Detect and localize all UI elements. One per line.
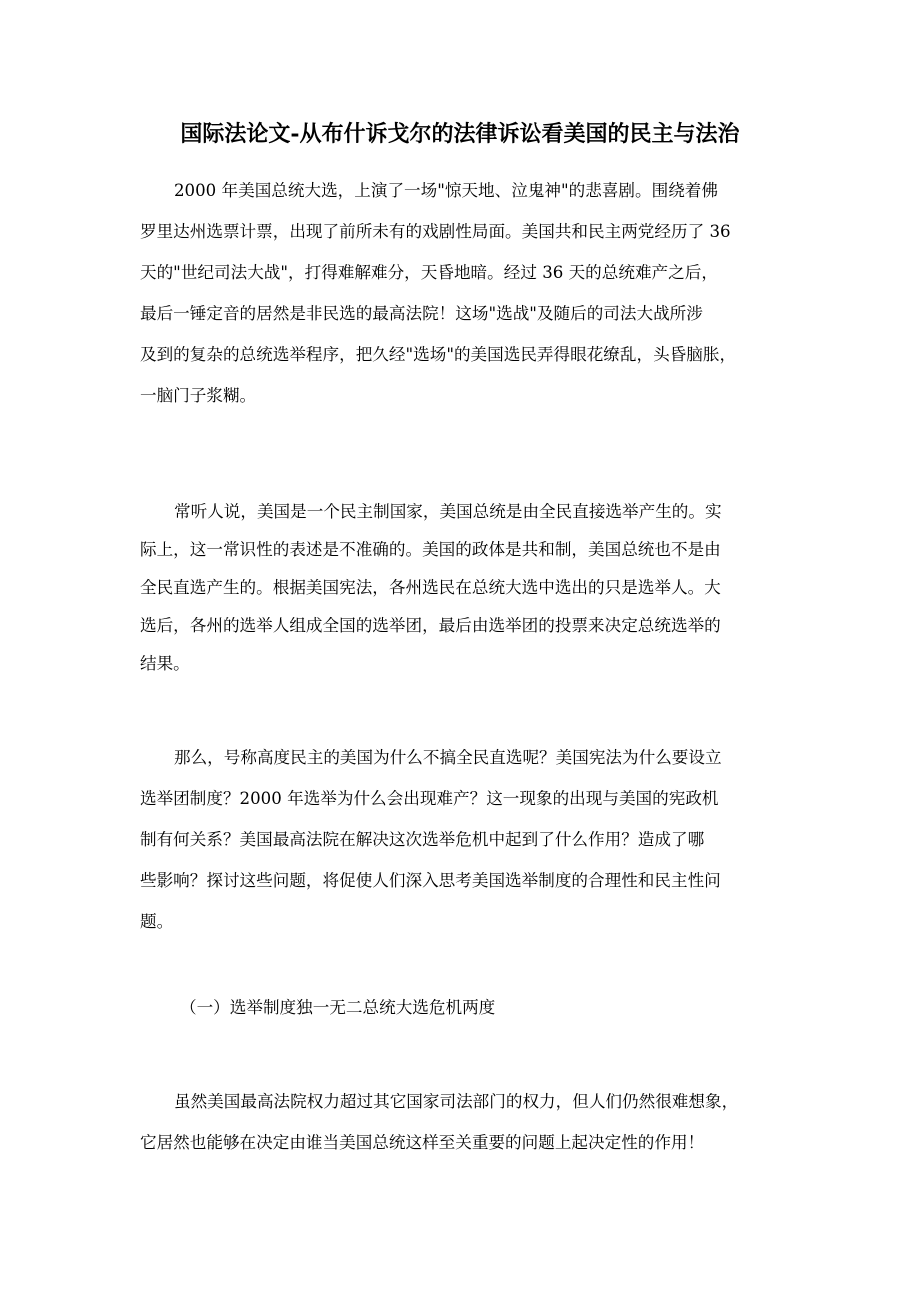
paragraph-line: 些影响？探讨这些问题，将促使人们深入思考美国选举制度的合理性和民主性问 — [140, 871, 721, 890]
paragraph-line: 常听人说，美国是一个民主制国家，美国总统是由全民直接选举产生的。实 — [174, 502, 722, 521]
paragraph-3 — [140, 737, 786, 942]
document-title: 国际法论文-从布什诉戈尔的法律诉讼看美国的民主与法治 — [180, 121, 740, 147]
section-heading: （一）选举制度独一无二总统大选危机两度 — [180, 998, 496, 1017]
paragraph-1 — [140, 170, 786, 416]
paragraph-line: 最后一锤定音的居然是非民选的最高法院！这场"选战"及随后的司法大战所涉 — [140, 304, 703, 323]
paragraph-line: 及到的复杂的总统选举程序，把久经"选场"的美国选民弄得眼花缭乱，头昏脑胀， — [140, 345, 737, 364]
paragraph-line: 虽然美国最高法院权力超过其它国家司法部门的权力，但人们仍然很难想象， — [174, 1092, 739, 1111]
paragraph-line: 题。 — [140, 912, 174, 931]
paragraph-4 — [140, 1081, 786, 1163]
paragraph-line: 它居然也能够在决定由谁当美国总统这样至关重要的问题上起决定性的作用！ — [140, 1133, 705, 1152]
paragraph-line: 2000 年美国总统大选，上演了一场"惊天地、泣鬼神"的悲喜剧。围绕着佛 — [174, 181, 718, 200]
paragraph-line: 一脑门子浆糊。 — [140, 386, 257, 405]
paragraph-line: 选后，各州的选举人组成全国的选举团，最后由选举团的投票来决定总统选举的 — [140, 616, 721, 635]
paragraph-line: 制有何关系？美国最高法院在解决这次选举危机中起到了什么作用？造成了哪 — [140, 830, 705, 849]
paragraph-line: 罗里达州选票计票，出现了前所未有的戏剧性局面。美国共和民主两党经历了 36 — [140, 222, 731, 241]
paragraph-2 — [140, 493, 786, 683]
paragraph-line: 结果。 — [140, 654, 190, 673]
paragraph-line: 天的"世纪司法大战"，打得难解难分，天昏地暗。经过 36 天的总统难产之后， — [140, 263, 718, 282]
paragraph-line: 际上，这一常识性的表述是不准确的。美国的政体是共和制，美国总统也不是由 — [140, 540, 721, 559]
paragraph-line: 全民直选产生的。根据美国宪法，各州选民在总统大选中选出的只是选举人。大 — [140, 578, 721, 597]
paragraph-line: 选举团制度？2000 年选举为什么会出现难产？这一现象的出现与美国的宪政机 — [140, 789, 719, 808]
paragraph-line: 那么，号称高度民主的美国为什么不搞全民直选呢？美国宪法为什么要设立 — [174, 748, 722, 767]
